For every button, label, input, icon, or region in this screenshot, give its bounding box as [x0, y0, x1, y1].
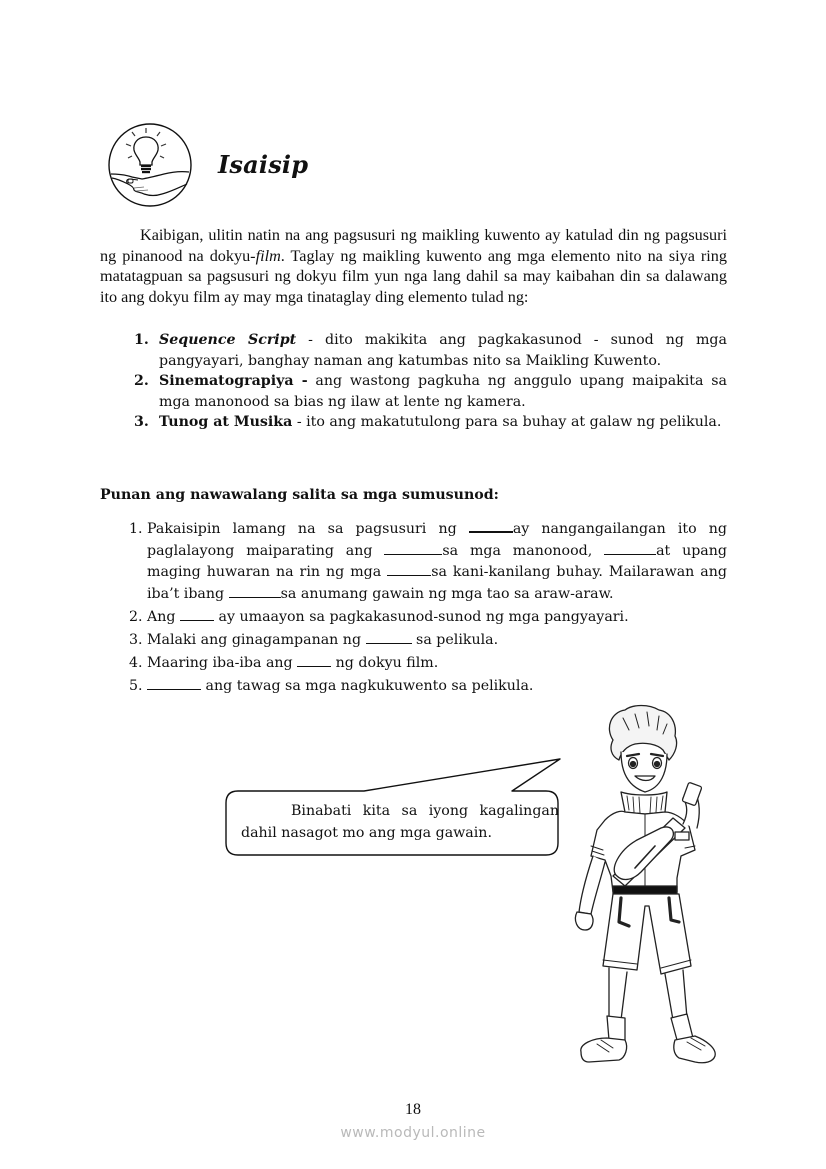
element-item — [134, 371, 727, 412]
question-text: sa anumang gawain ng mga tao sa araw-araw. — [280, 585, 614, 602]
intro-italic-film: film — [255, 246, 281, 265]
question-item — [129, 607, 727, 629]
question-number: 3. — [129, 631, 143, 648]
speech-bubble-text: Binabati kita sa iyong kagalingan dahil nasagot mo ang mga gawain. — [241, 803, 559, 841]
question-item — [129, 519, 727, 605]
answer-blank[interactable] — [297, 654, 331, 667]
question-number: 5. — [129, 678, 143, 695]
element-description: ito ang makatutulong para sa buhay at galaw ng pelikula. — [306, 414, 722, 431]
element-separator: - — [292, 414, 307, 431]
element-number: 1. — [134, 332, 149, 348]
question-text: ang tawag sa mga nagkukuwento sa pelikula. — [201, 678, 534, 695]
answer-blank[interactable] — [469, 519, 513, 533]
question-number: 2. — [129, 608, 143, 625]
element-number: 2. — [134, 373, 149, 390]
answer-blank[interactable] — [147, 677, 201, 690]
intro-text-1: Kaibigan, ulitin natin na ang pagsusuri ng maikling kuwento ay katulad din ng pagsusuri ng pinanood na dokyu- — [100, 226, 727, 265]
question-item — [129, 653, 727, 675]
question-item — [129, 676, 727, 698]
film-elements-list — [134, 330, 727, 433]
question-text: sa mga manonood, — [442, 542, 605, 559]
element-number: 3. — [134, 414, 149, 431]
lightbulb-in-hand-icon — [104, 122, 196, 208]
element-term: Sequence Script — [159, 332, 297, 348]
exercise-heading: Punan ang nawawalang salita sa mga sumusunod: — [100, 487, 499, 503]
fill-in-the-blank-list — [129, 519, 727, 698]
element-separator: - — [296, 332, 325, 348]
question-text: Pakaisipin lamang na sa pagsusuri ng — [147, 521, 469, 537]
question-number: 1. — [129, 521, 143, 537]
element-term: Sinematograpiya - — [159, 373, 308, 390]
question-text: ay nangangailangan ito ng paglalayong maiparating ang — [147, 521, 727, 559]
answer-blank[interactable] — [366, 631, 412, 644]
answer-blank[interactable] — [229, 585, 281, 598]
watermark: www.modyul.online — [340, 1125, 486, 1141]
question-text: Malaki ang ginagampanan ng — [147, 631, 366, 648]
question-text: sa pelikula. — [411, 631, 499, 648]
question-text: Maaring iba-iba ang — [147, 655, 298, 672]
question-text: at upang maging huwaran na rin ng mga — [147, 542, 727, 580]
intro-text-2: . Taglay ng maikling kuwento ang mga elemento nito na siya ring matatagpuan sa pagsusuri ng dokyu film yun nga lang dahil sa may kaibahan din sa dalawang ito ang dokyu film ay may mga tinataglay ding elemento tulad ng: — [100, 246, 727, 306]
answer-blank[interactable] — [387, 563, 431, 576]
question-text: Ang — [147, 608, 180, 625]
element-item — [134, 412, 727, 433]
answer-blank[interactable] — [384, 542, 442, 555]
question-text: sa kani-kanilang buhay. Mailarawan ang iba’t ibang — [147, 564, 727, 602]
element-term: Tunog at Musika — [159, 414, 293, 431]
question-text: ay umaayon sa pagkakasunod-sunod ng mga pangyayari. — [213, 608, 629, 625]
question-text: ng dokyu film. — [331, 655, 439, 672]
student-character-illustration — [565, 700, 735, 1072]
element-description: ang wastong pagkuha ng anggulo upang maipakita sa mga manonood sa bias ng ilaw at lente ng kamera. — [159, 373, 727, 410]
element-item — [134, 330, 727, 371]
page-number: 18 — [405, 1101, 421, 1118]
intro-paragraph — [100, 225, 727, 307]
answer-blank[interactable] — [604, 542, 656, 555]
question-item — [129, 630, 727, 652]
element-description: dito makikita ang pagkakasunod - sunod ng mga pangyayari, banghay naman ang katumbas nito sa Maikling Kuwento. — [159, 332, 727, 369]
question-number: 4. — [129, 655, 143, 672]
answer-blank[interactable] — [180, 608, 214, 621]
section-title: Isaisip — [218, 150, 309, 179]
